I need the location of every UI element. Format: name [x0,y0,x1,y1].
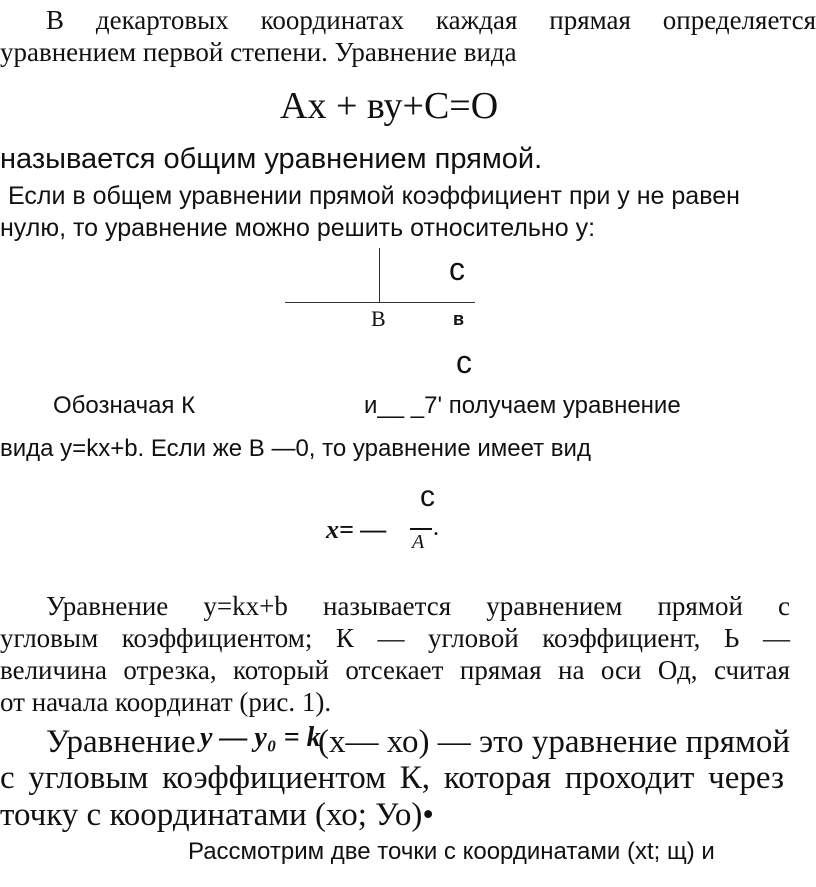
paragraph-1-line-1: В декартовых координатах каждая прямая определяется [46,5,816,35]
paragraph-6-label: Уравнение [46,724,196,760]
paragraph-4-part-1: Обозначая К [53,392,196,419]
paragraph-6-rest: (х— хо) — это уравнение прямой [318,724,791,760]
paragraph-4-line-2: вида y=kx+b. Если же В —0, то уравнение имеет вид [0,435,591,462]
fraction-horizontal-line [285,302,475,303]
fraction-vertical-line [379,248,380,302]
paragraph-6-line-2: с угловым коэффициентом К, которая проходит через [0,760,784,796]
paragraph-2: называется общим уравнением прямой. [0,143,543,175]
paragraph-6-formula: y — y₀ = k [200,722,321,753]
x-formula-dot: . [433,515,439,541]
paragraph-1-line-2: уравнением первой степени. Уравнение вида [0,37,517,67]
fraction-c-top: с [449,251,465,287]
x-formula-c: с [420,480,435,513]
paragraph-5-line-3: величина отрезка, который отсекает прямая на оси Од, считая [0,655,790,685]
x-formula-lhs: x= — [326,515,387,544]
paragraph-6-line-3: точку с координатами (хо; Уо)• [0,797,434,833]
paragraph-5-line-2: угловым коэффициентом; К — угловой коэффициент, Ь — [0,623,790,653]
paragraph-3-line-2: нулю, то уравнение можно решить относительно у: [0,214,596,242]
fraction-b-left: В [371,306,386,331]
fraction-c-mid: с [456,344,472,380]
x-formula-fraction-bar [410,528,432,530]
general-equation: Ах + ву+С=О [280,85,499,127]
paragraph-5-line-4: от начала координат (рис. 1). [0,687,332,717]
fraction-b-right: в [453,309,465,329]
paragraph-4-part-2: и__ _7' получаем уравнение [364,392,681,419]
paragraph-3-line-1: Если в общем уравнении прямой коэффициент при у не равен [8,182,740,210]
x-formula-denominator: A [412,531,425,553]
paragraph-5-line-1: Уравнение y=kx+b называется уравнением прямой с [46,591,790,621]
paragraph-7: Рассмотрим две точки с координатами (xt; щ) и [188,838,715,865]
